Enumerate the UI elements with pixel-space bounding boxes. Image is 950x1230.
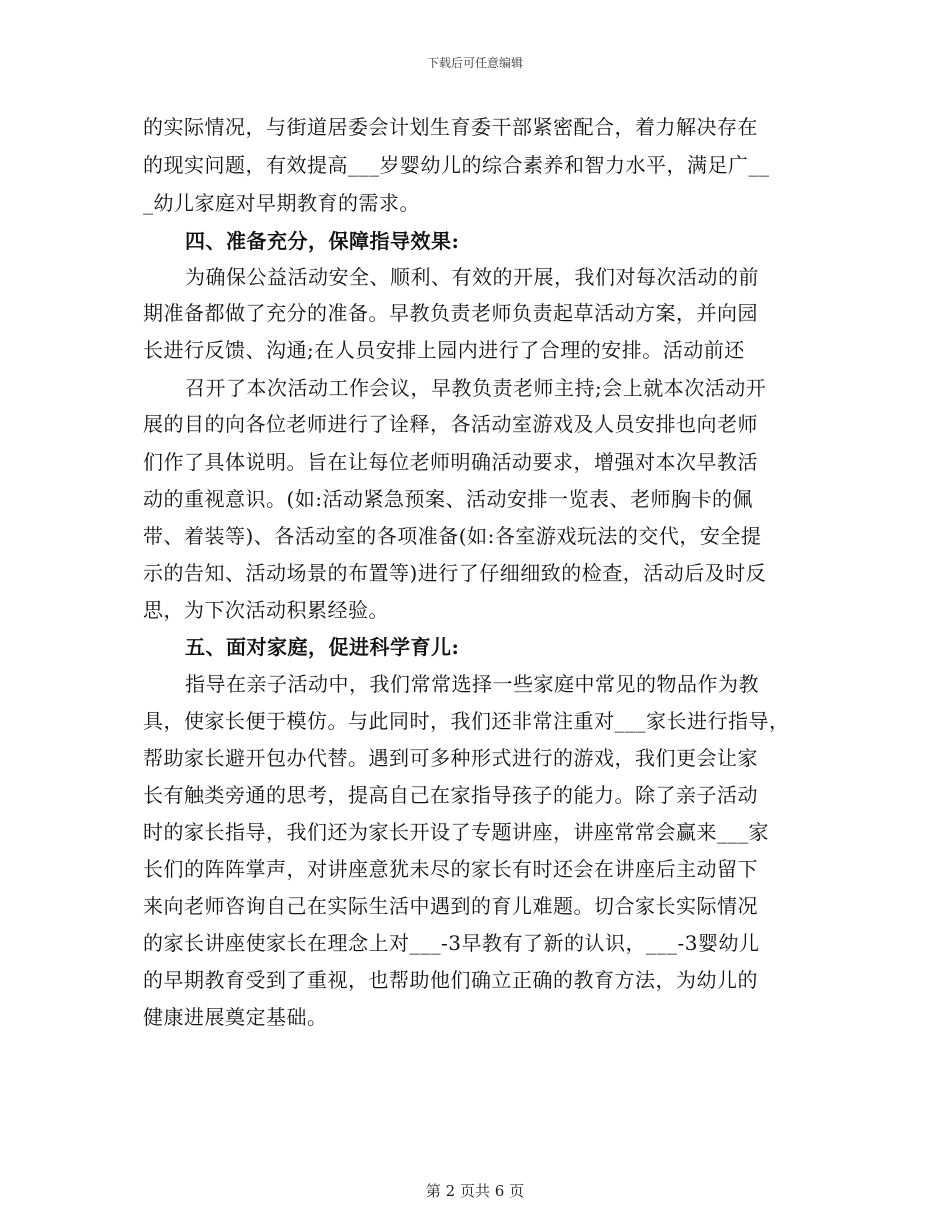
section-heading-4: 四、准备充分，保障指导效果: [185, 229, 460, 253]
body-line: 来向老师咨询自己在实际生活中遇到的育儿难题。切合家长实际情况 [143, 894, 758, 918]
body-line: 长有触类旁通的思考，提高自己在家指导孩子的能力。除了亲子活动 [143, 783, 758, 807]
body-line: 思，为下次活动积累经验。 [143, 598, 389, 622]
body-line: 的实际情况，与街道居委会计划生育委干部紧密配合，着力解决存在 [143, 115, 758, 139]
body-line: 为确保公益活动安全、顺利、有效的开展，我们对每次活动的前 [185, 265, 759, 289]
body-line: 动的重视意识。(如:活动紧急预案、活动安排一览表、老师胸卡的佩 [143, 487, 754, 511]
page-number: 第 2 页共 6 页 [425, 1182, 525, 1200]
body-line: 的现实问题，有效提高___岁婴幼儿的综合素养和智力水平，满足广__ [143, 153, 770, 177]
body-line: 的家长讲座使家长在理念上对___-3早教有了新的认识，___-3婴幼儿 [143, 931, 760, 955]
body-line: 展的目的向各位老师进行了诠释，各活动室游戏及人员安排也向老师 [143, 412, 758, 436]
body-line: 帮助家长避开包办代替。遇到可多种形式进行的游戏，我们更会让家 [143, 746, 758, 770]
body-line: 长进行反馈、沟通;在人员安排上园内进行了合理的安排。活动前还 [143, 338, 745, 362]
body-line: 示的告知、活动场景的布置等)进行了仔细细致的检查，活动后及时反 [143, 561, 767, 585]
body-line: 具，使家长便于模仿。与此同时，我们还非常注重对___家长进行指导， [143, 709, 790, 733]
body-line: 召开了本次活动工作会议，早教负责老师主持;会上就本次活动开 [185, 376, 767, 400]
body-line: 长们的阵阵掌声，对讲座意犹未尽的家长有时还会在讲座后主动留下 [143, 857, 758, 881]
body-line: 健康进展奠定基础。 [143, 1005, 328, 1029]
page-header: 下载后可任意编辑 [426, 56, 523, 70]
body-line: 们作了具体说明。旨在让每位老师明确活动要求，增强对本次早教活 [143, 450, 758, 474]
body-line: 带、着装等)、各活动室的各项准备(如:各室游戏玩法的交代，安全提 [143, 524, 762, 548]
body-line: 指导在亲子活动中，我们常常选择一些家庭中常见的物品作为教 [185, 672, 759, 696]
body-line: _幼儿家庭对早期教育的需求。 [143, 191, 420, 215]
body-line: 的早期教育受到了重视，也帮助他们确立正确的教育方法，为幼儿的 [143, 968, 758, 992]
body-line: 期准备都做了充分的准备。早教负责老师负责起草活动方案，并向园 [143, 301, 758, 325]
section-heading-5: 五、面对家庭，促进科学育儿: [185, 635, 460, 659]
body-line: 时的家长指导，我们还为家长开设了专题讲座，讲座常常会赢来___家 [143, 820, 769, 844]
